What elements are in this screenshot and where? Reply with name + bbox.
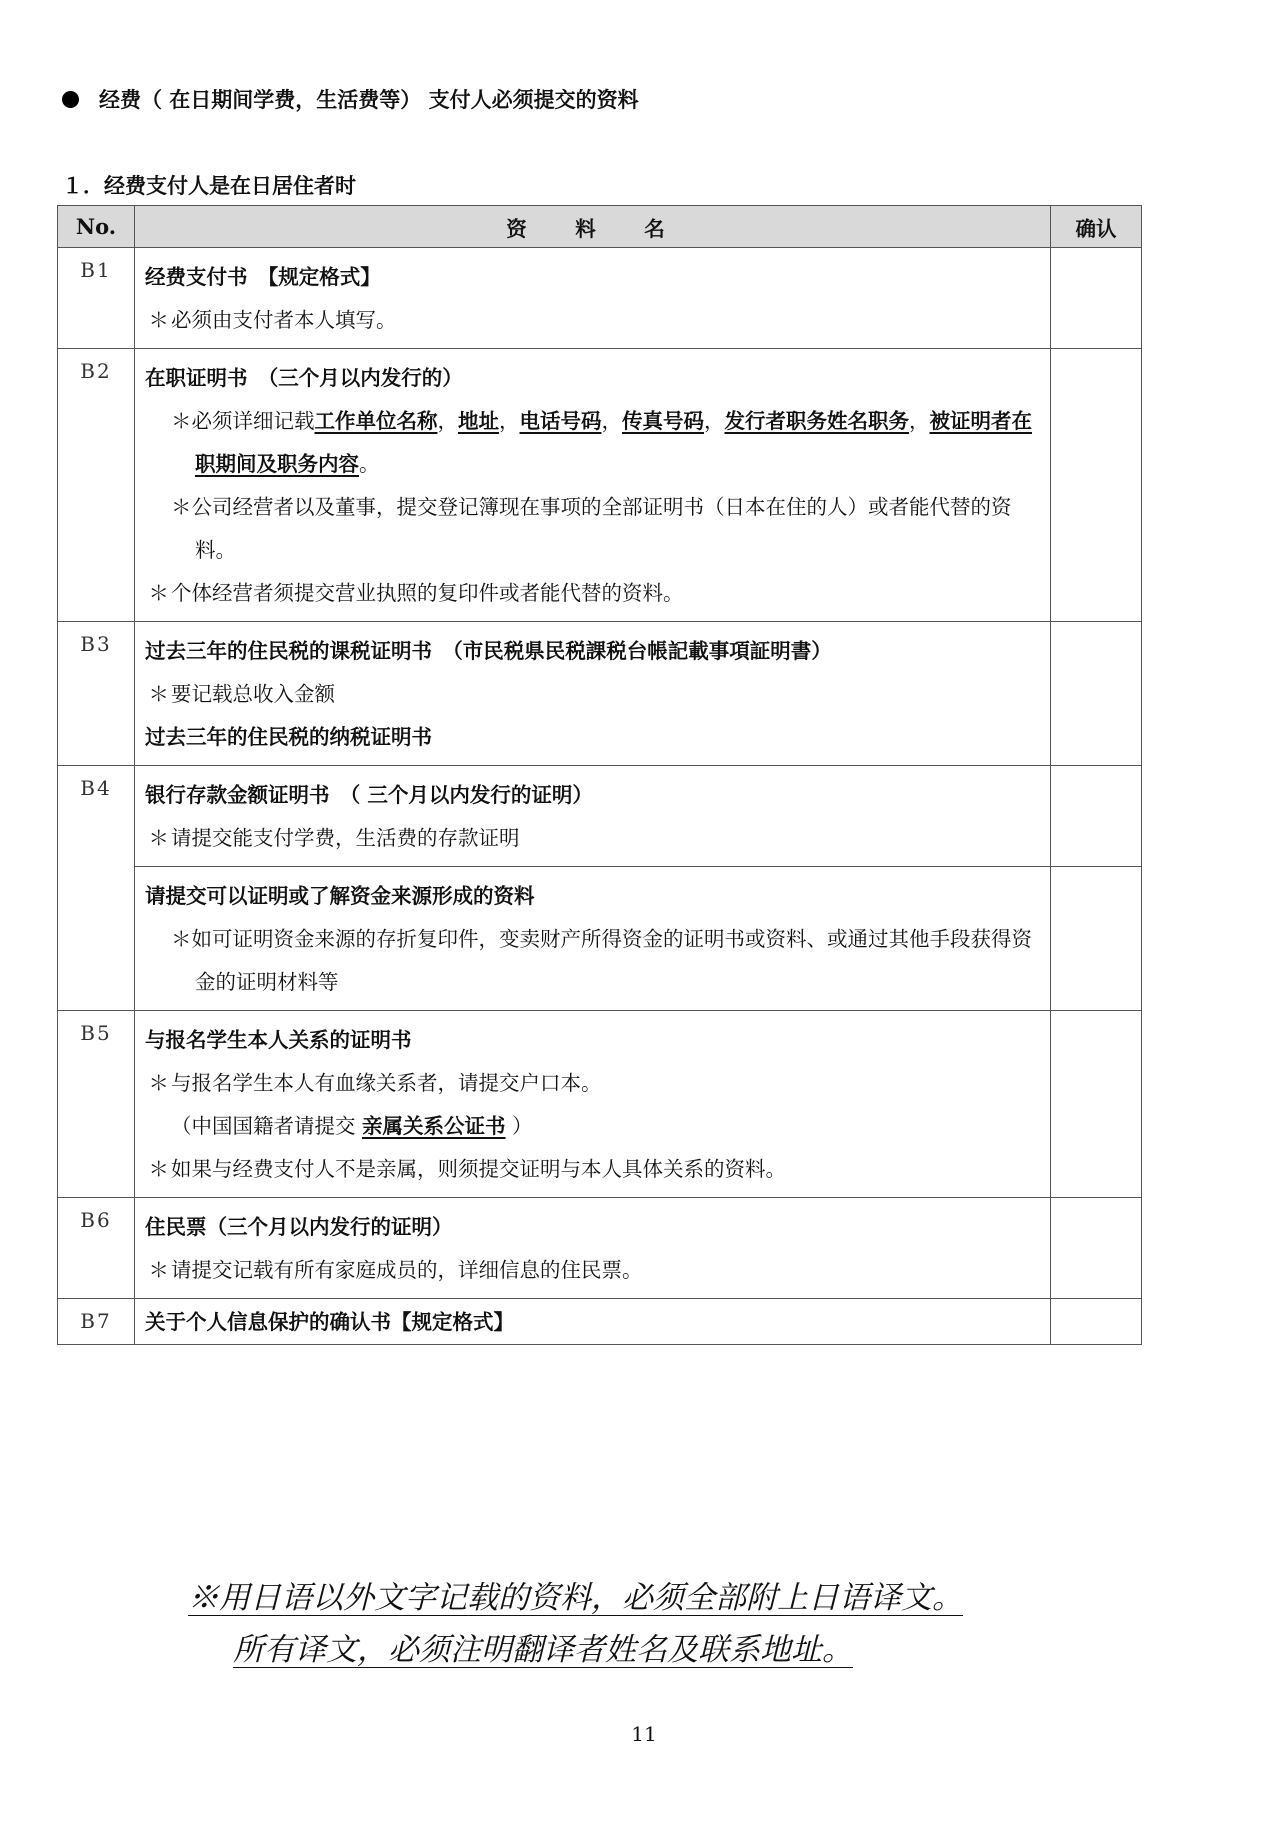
section-heading <box>62 84 639 114</box>
document-title: 银行存款金额证明书 （ 三个月以内发行的证明） <box>145 783 593 807</box>
translation-notice-line2: 所有译文，必须注明翻译者姓名及联系地址。 <box>233 1632 853 1668</box>
document-note: ＊如可证明资金来源的存折复印件，变卖财产所得资金的证明书或资料、或通过其他手段获得资金的证明材料等 <box>171 927 1032 994</box>
check-cell <box>1051 1011 1142 1198</box>
document-note: ＊如果与经费支付人不是亲属，则须提交证明与本人具体关系的资料。 <box>148 1157 786 1181</box>
document-note: ＊与报名学生本人有血缘关系者，请提交户口本。 <box>148 1071 602 1095</box>
row-number: B3 <box>58 622 135 766</box>
row-content <box>135 248 1051 349</box>
table-row <box>58 766 1142 867</box>
row-number: B6 <box>58 1198 135 1299</box>
translation-notice-line1: ※用日语以外文字记载的资料，必须全部附上日语译文。 <box>188 1580 963 1616</box>
row-content <box>135 766 1051 867</box>
table-row <box>58 349 1142 622</box>
table-row <box>58 1299 1142 1345</box>
table-header-row <box>58 206 1142 248</box>
document-note: ＊请提交能支付学费，生活费的存款证明 <box>148 826 520 850</box>
column-header-name: 资 料 名 <box>135 206 1051 248</box>
row-content <box>135 1198 1051 1299</box>
check-cell <box>1051 766 1142 867</box>
row-number: B2 <box>58 349 135 622</box>
document-title: 过去三年的住民税的课税证明书 （市民税県民税課税台帳記載事項証明書） <box>145 639 832 663</box>
document-title: 关于个人信息保护的确认书【规定格式】 <box>145 1310 514 1334</box>
page-number: 11 <box>631 1722 657 1746</box>
table-row <box>58 867 1142 1011</box>
translation-notice <box>188 1572 963 1676</box>
check-cell <box>1051 349 1142 622</box>
check-cell <box>1051 867 1142 1011</box>
table-row <box>58 1198 1142 1299</box>
document-note-paren: （中国国籍者请提交 亲属关系公证书 ） <box>171 1114 533 1138</box>
document-title: 请提交可以证明或了解资金来源形成的资料 <box>145 884 535 908</box>
table-row <box>58 1011 1142 1198</box>
document-note: ＊个体经营者须提交营业执照的复印件或者能代替的资料。 <box>148 581 684 605</box>
row-content <box>135 349 1051 622</box>
row-content <box>135 867 1051 1011</box>
document-note: ＊必须由支付者本人填写。 <box>148 308 397 332</box>
document-title: 在职证明书 （三个月以内发行的） <box>145 366 463 390</box>
row-number: B5 <box>58 1011 135 1198</box>
row-number: B1 <box>58 248 135 349</box>
document-note: ＊必须详细记载工作单位名称，地址，电话号码，传真号码，发行者职务姓名职务，被证明者在职期间及职务内容。 <box>171 409 1032 476</box>
document-note: ＊请提交记载有所有家庭成员的，详细信息的住民票。 <box>148 1258 643 1282</box>
row-content <box>135 1011 1051 1198</box>
check-cell <box>1051 622 1142 766</box>
column-header-check: 确认 <box>1051 206 1142 248</box>
bullet-icon <box>62 91 79 108</box>
document-title: 与报名学生本人关系的证明书 <box>145 1028 412 1052</box>
document-note: ＊公司经营者以及董事，提交登记簿现在事项的全部证明书（日本在住的人）或者能代替的资料。 <box>171 495 1012 562</box>
row-content <box>135 622 1051 766</box>
table-row <box>58 622 1142 766</box>
check-cell <box>1051 1198 1142 1299</box>
document-title: 经费支付书 【规定格式】 <box>145 265 381 289</box>
section-heading-text: 经费（ 在日期间学费，生活费等） 支付人必须提交的资料 <box>99 88 639 112</box>
column-header-no: No. <box>58 206 135 248</box>
subsection-heading: １．经费支付人是在日居住者时 <box>62 174 356 198</box>
table-row <box>58 248 1142 349</box>
documents-table <box>57 205 1142 1345</box>
check-cell <box>1051 1299 1142 1345</box>
check-cell <box>1051 248 1142 349</box>
row-number: B7 <box>58 1299 135 1345</box>
document-title: 住民票（三个月以内发行的证明） <box>145 1215 453 1239</box>
row-number: B4 <box>58 766 135 1011</box>
document-title: 过去三年的住民税的纳税证明书 <box>145 725 432 749</box>
row-content <box>135 1299 1051 1345</box>
document-note: ＊要记载总收入金额 <box>148 682 335 706</box>
